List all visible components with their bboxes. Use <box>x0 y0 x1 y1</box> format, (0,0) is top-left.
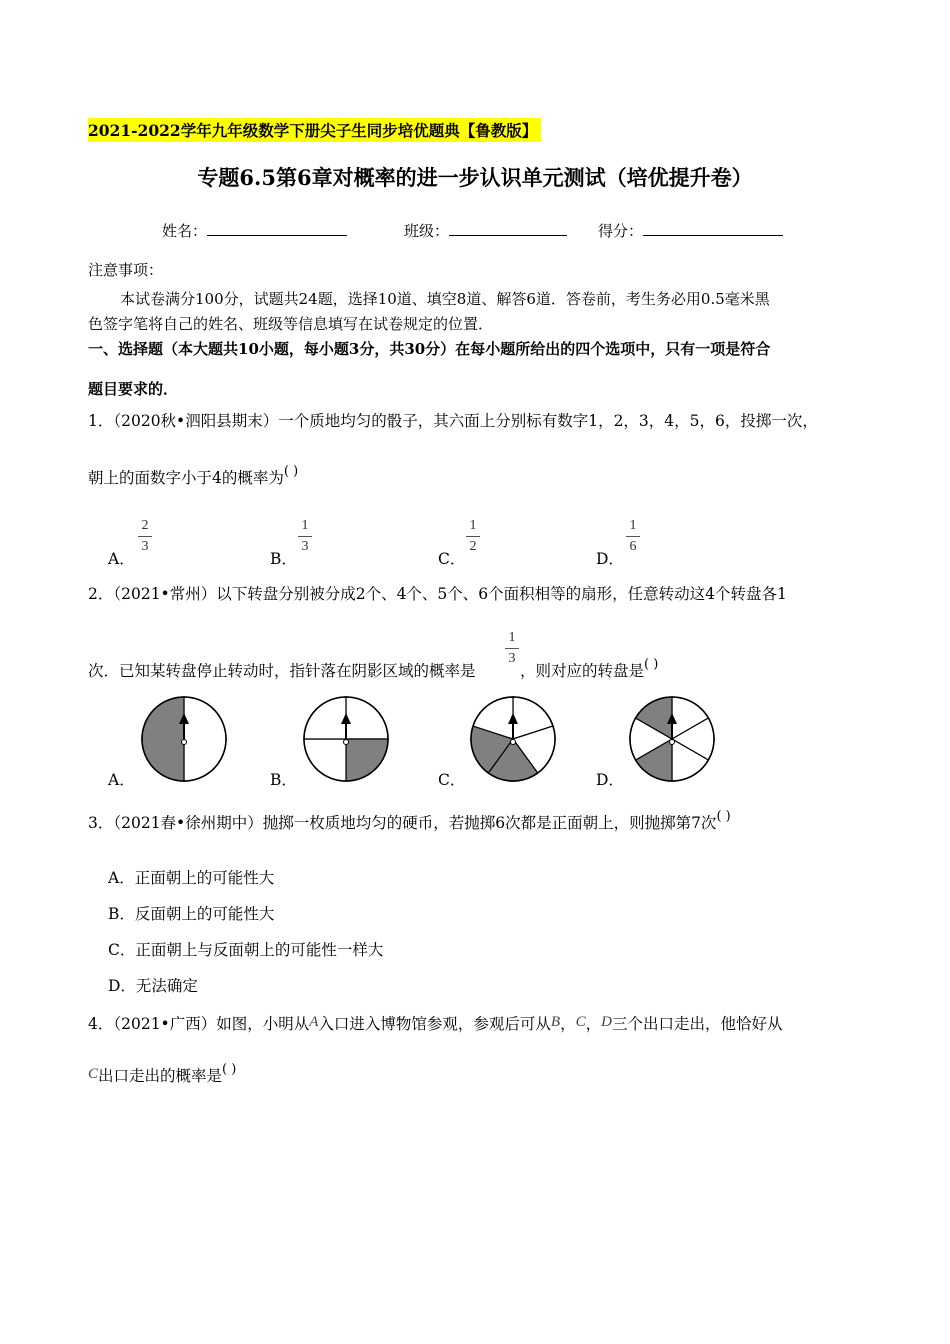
q2-answer-paren: ( ) <box>644 657 659 672</box>
section-1-heading: 一、选择题（本大题共10小题，每小题3分，共30分）在每小题所给出的四个选项中，只有一项是符合 <box>88 340 771 358</box>
q4-stem-line2: 出口走出的概率是 <box>98 1067 223 1085</box>
class-blank[interactable] <box>449 221 567 236</box>
q1-option-b-label: B． <box>270 550 297 568</box>
q3-option-b[interactable]: B．反面朝上的可能性大 <box>108 905 275 923</box>
name-label: 姓名： <box>162 222 208 240</box>
q4-var-c2: C <box>88 1066 99 1082</box>
q3-option-a[interactable]: A．正面朝上的可能性大 <box>108 869 275 887</box>
notice-line-2: 色签字笔将自己的姓名、班级等信息填写在试卷规定的位置． <box>88 315 494 333</box>
q4-var-a: A <box>309 1014 319 1030</box>
shaded-sector <box>142 697 184 781</box>
q2-spinner-d[interactable] <box>627 694 717 784</box>
q2-option-d-label: D． <box>596 771 624 789</box>
q1-option-a-fraction[interactable]: 2 3 <box>138 518 152 555</box>
q1-stem: 1．（2020秋•泗阳县期末）一个质地均匀的骰子，其六面上分别标有数字1，2，3，4，5，6，投掷一次， <box>88 412 818 430</box>
q1-stem-cont <box>88 466 298 488</box>
pointer-pivot <box>182 740 187 745</box>
q1-option-d-label: D． <box>596 550 624 568</box>
q3-option-d[interactable]: D．无法确定 <box>108 977 198 995</box>
header-banner: 2021-2022学年九年级数学下册尖子生同步培优题典【鲁教版】 <box>88 118 541 142</box>
pointer-pivot <box>670 740 675 745</box>
q2-spinner-c[interactable] <box>468 694 558 784</box>
q2-stem: 2．（2021•常州）以下转盘分别被分成2个、4个、5个、6个面积相等的扇形，任意转动这4个转盘各1 <box>88 585 787 603</box>
notice-heading: 注意事项： <box>88 261 164 279</box>
q2-fraction: 1 3 <box>505 630 519 667</box>
class-field[interactable] <box>404 220 567 241</box>
q2-stem-line2a: 次．已知某转盘停止转动时，指针落在阴影区域的概率是 <box>88 662 476 680</box>
q3-option-c[interactable]: C．正面朝上与反面朝上的可能性一样大 <box>108 941 384 959</box>
q2-option-a-label: A． <box>108 771 135 789</box>
q4-answer-paren: ( ) <box>222 1062 237 1077</box>
q4-var-d: D <box>601 1014 612 1030</box>
q1-option-a-label: A． <box>108 550 135 568</box>
q1-option-c-label: C． <box>438 550 466 568</box>
q1-option-b-fraction[interactable]: 1 3 <box>298 518 312 555</box>
q2-option-c-label: C． <box>438 771 466 789</box>
q2-spinner-a[interactable] <box>139 694 229 784</box>
q4-stem: 4．（2021•广西）如图，小明从A入口进入博物馆参观，参观后可从B，C，D三个出口走出，他恰好从 <box>88 1014 783 1033</box>
class-label: 班级： <box>404 222 450 240</box>
pointer-pivot <box>511 740 516 745</box>
score-label: 得分： <box>598 222 644 240</box>
q2-spinner-b[interactable] <box>301 694 391 784</box>
pointer-pivot <box>344 740 349 745</box>
q4-var-b: B <box>550 1014 561 1030</box>
q3-stem-wrap <box>88 811 731 833</box>
q1-stem-line2: 朝上的面数字小于4的概率为 <box>88 469 284 487</box>
q1-option-c-fraction[interactable]: 1 2 <box>466 518 480 555</box>
q3-stem: 3．（2021春•徐州期中）抛掷一枚质地均匀的硬币，若抛掷6次都是正面朝上，则抛掷第7次 <box>88 814 717 832</box>
score-field[interactable] <box>598 220 783 241</box>
q3-answer-paren: ( ) <box>716 809 731 824</box>
q1-option-d-fraction[interactable]: 1 6 <box>626 518 640 555</box>
q4-stem-cont <box>88 1064 236 1086</box>
notice-line-1: 本试卷满分100分，试题共24题，选择10道、填空8道、解答6道．答卷前，考生务必用0.5毫米黑 <box>120 290 770 308</box>
q2-stem-line2b: ，则对应的转盘是 <box>520 662 645 680</box>
q1-answer-paren: ( ) <box>283 464 299 479</box>
q4-var-c: C <box>575 1014 586 1030</box>
q2-option-b-label: B． <box>270 771 297 789</box>
section-1-heading-cont: 题目要求的． <box>88 380 179 398</box>
page-title: 专题6.5第6章对概率的进一步认识单元测试（培优提升卷） <box>197 165 753 190</box>
sector <box>184 697 226 781</box>
score-blank[interactable] <box>643 221 783 236</box>
name-field[interactable] <box>162 220 347 241</box>
q2-stem-line2b-wrap <box>520 659 658 681</box>
name-blank[interactable] <box>207 221 347 236</box>
